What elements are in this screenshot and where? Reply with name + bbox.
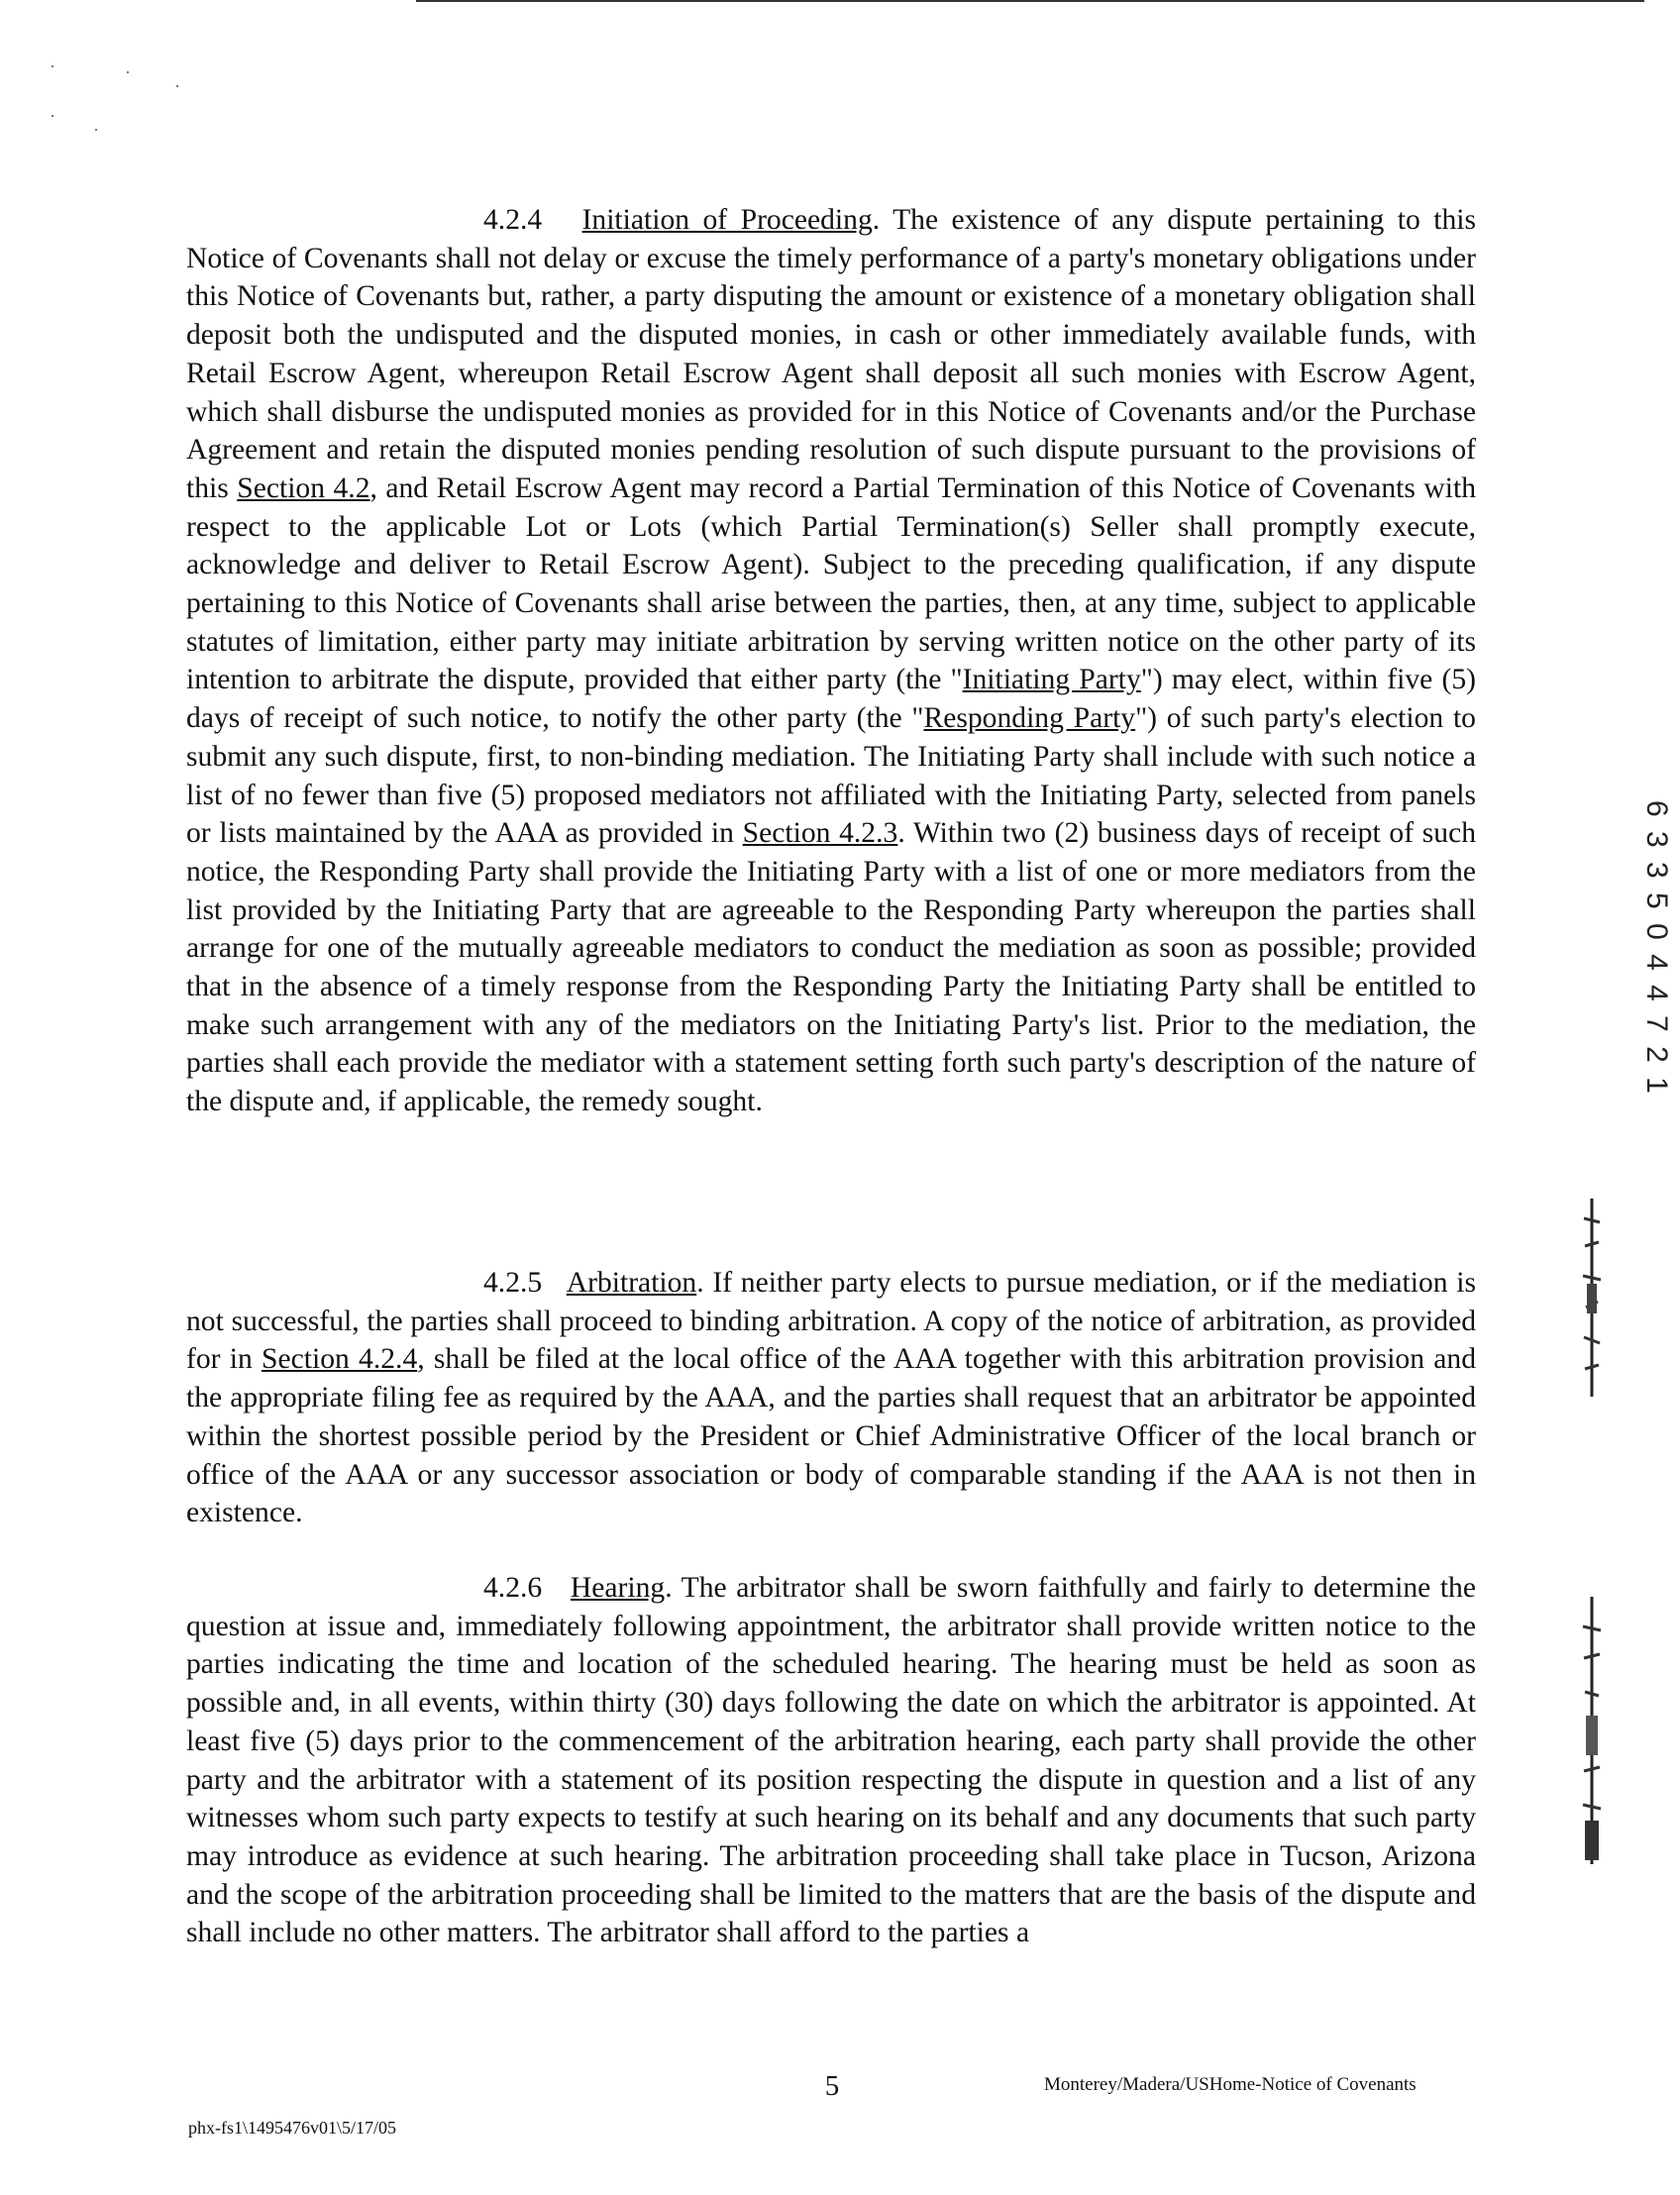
section-reference: Section 4.2.4 bbox=[262, 1343, 418, 1376]
section-4-2-6 bbox=[186, 1569, 1476, 1952]
page-number: 5 bbox=[824, 2070, 840, 2102]
section-heading: Initiation of Proceeding bbox=[581, 204, 873, 236]
handwritten-mark bbox=[1579, 1597, 1605, 1864]
body-text: ") may elect, within five (5) days of receipt of such notice, to notify the other party (the " bbox=[186, 664, 1477, 735]
scan-speck bbox=[95, 129, 97, 131]
scan-speck bbox=[52, 115, 53, 117]
body-text: , and Retail Escrow Agent may record a Partial Termination of this Notice of Covenants with respect to the applicable Lot or Lots (which Partial Termination(s) Seller shall promptly execute, acknowledge and deliver to Retail Escrow Agent). Subject to the preceding qualification, if any dispute pertaining to this Notice of Covenants shall arise between the parties, then, at any time, subject to applicable statutes of limitation, either party may initiate arbitration by serving written notice on the other party of its intention to arbitrate the dispute, provided that either party (the " bbox=[186, 471, 1476, 696]
paragraph-4-2-4 bbox=[186, 201, 1476, 1121]
body-text: . The arbitrator shall be sworn faithfully and fairly to determine the question at issue and, immediately following appointment, the arbitrator shall provide written notice to the parties indicating the time and location of the scheduled hearing. The hearing must be held as soon as possible and, in all events, within thirty (30) days following the date on which the arbitrator is appointed. At least five (5) days prior to the commencement of the arbitration hearing, each party shall provide the other party and the arbitrator with a statement of its position respecting the dispute in question and a list of any witnesses whom such party expects to testify at such hearing on its behalf and any documents that such party may introduce as evidence at such hearing. The arbitration proceeding shall take place in Tucson, Arizona and the scope of the arbitration proceeding shall be limited to the matters that are the basis of the dispute and shall include no other matters. The arbitrator shall afford to the parties a bbox=[186, 1572, 1476, 1949]
body-text: . If neither party elects to pursue mediation, or if the mediation is not successful, the parties shall proceed to binding arbitration. A copy of the notice of arbitration, as provided for in bbox=[186, 1267, 1477, 1376]
scan-speck bbox=[127, 71, 129, 73]
recording-number-stamp: 6 3 3 5 0 4 4 7 2 1 bbox=[1640, 800, 1673, 1097]
paragraph-4-2-5 bbox=[186, 1264, 1476, 1532]
footer-document-title: Monterey/Madera/USHome-Notice of Covenants bbox=[1044, 2074, 1417, 2095]
defined-term: Initiating Party bbox=[962, 664, 1141, 696]
body-text: ") of such party's election to submit any such dispute, first, to non-binding mediation. The Initiating Party shall include with such notice a list of no fewer than five (5) proposed mediators not affiliated with the Initiating Party, selected from panels or lists maintained by the AAA as provided in bbox=[186, 702, 1476, 850]
section-number: 4.2.4 bbox=[483, 204, 543, 236]
defined-term: Responding Party bbox=[923, 702, 1136, 735]
body-text: . Within two (2) business days of receipt of such notice, the Responding Party shall provide the Initiating Party with a list of one or more mediators from the list provided by the Initiating Party that are agreeable to the Responding Party whereupon the parties shall arrange for one of the mutually agreeable mediators to conduct the mediation as soon as possible; provided that in the absence of a timely response from the Responding Party the Initiating Party shall be entitled to make such arrangement with any of the mediators on the Initiating Party's list. Prior to the mediation, the parties shall each provide the mediator with a statement setting forth such party's description of the nature of the dispute and, if applicable, the remedy sought. bbox=[186, 817, 1477, 1118]
scan-speck bbox=[176, 85, 178, 87]
footer-document-id: phx-fs1\1495476v01\5/17/05 bbox=[188, 2118, 396, 2138]
handwritten-mark bbox=[1579, 1199, 1605, 1397]
scan-speck bbox=[52, 65, 53, 67]
top-rule bbox=[416, 0, 1644, 2]
section-4-2-5 bbox=[186, 1264, 1476, 1532]
section-heading: Arbitration bbox=[566, 1267, 697, 1299]
section-4-2-4 bbox=[186, 201, 1476, 1121]
body-text: . The existence of any dispute pertaining to this Notice of Covenants shall not delay or excuse the timely performance of a party's monetary obligations under this Notice of Covenants but, rather, a party disputing the amount or existence of a monetary obligation shall deposit both the undisputed and the disputed monies, in cash or other immediately available funds, with Retail Escrow Agent, whereupon Retail Escrow Agent shall deposit all such monies with Escrow Agent, which shall disburse the undisputed monies as provided for in this Notice of Covenants and/or the Purchase Agreement and retain the disputed monies pending resolution of such dispute pursuant to the provisions of this bbox=[186, 204, 1476, 504]
section-number: 4.2.5 bbox=[483, 1267, 543, 1299]
section-reference: Section 4.2.3 bbox=[742, 817, 898, 850]
section-heading: Hearing bbox=[570, 1572, 666, 1604]
section-number: 4.2.6 bbox=[483, 1572, 543, 1604]
body-text: , shall be filed at the local office of the AAA together with this arbitration provision and the appropriate filing fee as required by the AAA, and the parties shall request that an arbitrator be appointed within the shortest possible period by the President or Chief Administrative Officer of the local branch or office of the AAA or any successor association or body of comparable standing if the AAA is not then in existence. bbox=[186, 1343, 1476, 1529]
paragraph-4-2-6 bbox=[186, 1569, 1476, 1952]
section-reference: Section 4.2 bbox=[237, 471, 370, 504]
